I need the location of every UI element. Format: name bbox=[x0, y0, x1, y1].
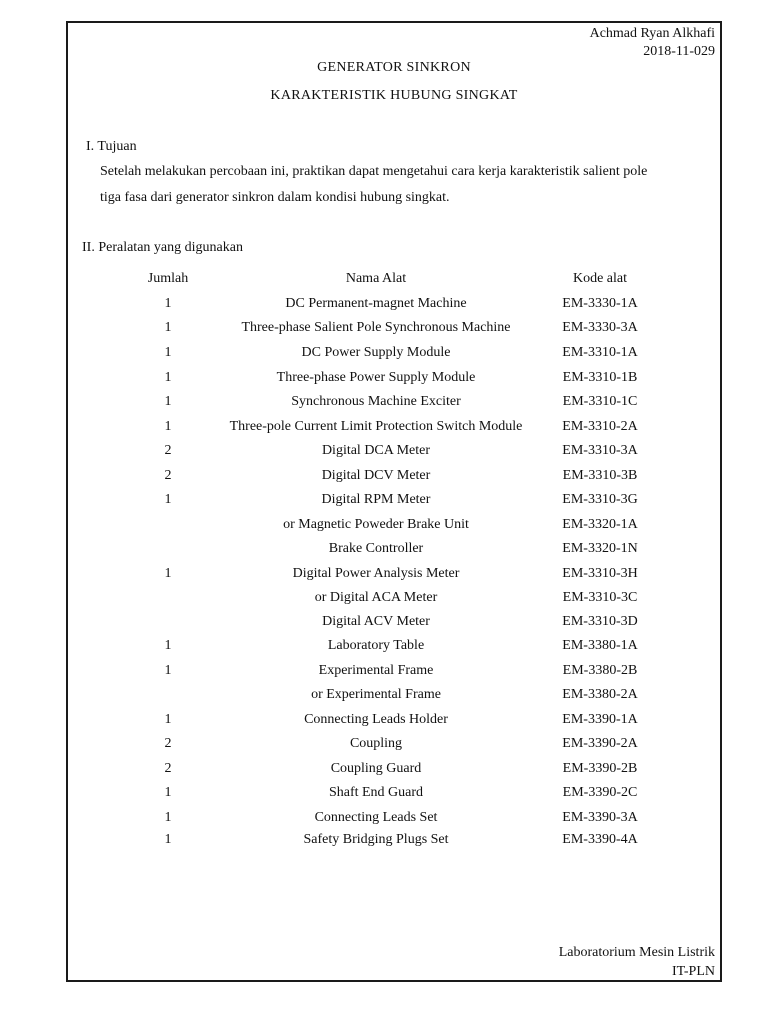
table-row bbox=[0, 368, 768, 388]
item-quantity: 1 bbox=[164, 492, 172, 507]
section-1-line-1: Setelah melakukan percobaan ini, praktikan dapat mengetahui cara kerja karakteristik salient pole bbox=[100, 164, 648, 179]
table-row bbox=[0, 636, 768, 656]
section-2-heading: II. Peralatan yang digunakan bbox=[82, 240, 243, 255]
table-row bbox=[0, 318, 768, 338]
item-code: EM-3310-3G bbox=[562, 492, 638, 507]
author-name: Achmad Ryan Alkhafi bbox=[589, 26, 715, 41]
item-name: Shaft End Guard bbox=[328, 785, 424, 800]
item-name: or Digital ACA Meter bbox=[314, 590, 438, 605]
item-quantity: 1 bbox=[164, 832, 172, 847]
header-code: Kode alat bbox=[572, 271, 628, 286]
table-row bbox=[0, 685, 768, 705]
item-name: Digital DCA Meter bbox=[321, 443, 431, 458]
table-row bbox=[0, 783, 768, 803]
item-code: EM-3330-1A bbox=[562, 296, 638, 311]
item-quantity: 1 bbox=[164, 638, 172, 653]
item-quantity: 2 bbox=[164, 468, 172, 483]
item-name: Three-phase Power Supply Module bbox=[276, 370, 476, 385]
item-code: EM-3390-2A bbox=[562, 736, 638, 751]
table-row bbox=[0, 441, 768, 461]
item-name: Experimental Frame bbox=[318, 663, 434, 678]
item-quantity: 2 bbox=[164, 736, 172, 751]
section-1-line-2: tiga fasa dari generator sinkron dalam kondisi hubung singkat. bbox=[100, 190, 450, 205]
item-quantity: 1 bbox=[164, 785, 172, 800]
item-quantity: 2 bbox=[164, 443, 172, 458]
item-code: EM-3310-1B bbox=[562, 370, 638, 385]
table-header bbox=[0, 269, 768, 289]
table-row bbox=[0, 710, 768, 730]
author-id: 2018-11-029 bbox=[643, 44, 715, 59]
table-row bbox=[0, 734, 768, 754]
item-name: Laboratory Table bbox=[327, 638, 425, 653]
table-row bbox=[0, 564, 768, 584]
item-name: Synchronous Machine Exciter bbox=[291, 394, 461, 409]
item-code: EM-3310-1A bbox=[562, 345, 638, 360]
item-quantity: 1 bbox=[164, 419, 172, 434]
item-quantity: 1 bbox=[164, 296, 172, 311]
item-code: EM-3390-1A bbox=[562, 712, 638, 727]
item-code: EM-3320-1A bbox=[562, 517, 638, 532]
author-block bbox=[590, 25, 715, 61]
table-row bbox=[0, 588, 768, 608]
item-code: EM-3330-3A bbox=[562, 320, 638, 335]
item-code: EM-3310-3H bbox=[562, 566, 638, 581]
footer-block bbox=[559, 943, 715, 981]
item-code: EM-3390-4A bbox=[562, 832, 638, 847]
item-name: Connecting Leads Holder bbox=[304, 712, 448, 727]
item-code: EM-3380-2A bbox=[562, 687, 638, 702]
footer-lab: Laboratorium Mesin Listrik bbox=[558, 945, 715, 960]
table-row bbox=[0, 612, 768, 632]
header-quantity: Jumlah bbox=[147, 271, 189, 286]
item-name: or Magnetic Poweder Brake Unit bbox=[283, 517, 469, 532]
item-code: EM-3310-3A bbox=[562, 443, 638, 458]
item-code: EM-3390-3A bbox=[562, 810, 638, 825]
item-code: EM-3310-3D bbox=[562, 614, 638, 629]
item-code: EM-3310-3C bbox=[562, 590, 638, 605]
item-name: DC Power Supply Module bbox=[301, 345, 451, 360]
item-name: Three-phase Salient Pole Synchronous Machine bbox=[241, 320, 511, 335]
item-code: EM-3310-1C bbox=[562, 394, 638, 409]
table-row bbox=[0, 830, 768, 850]
table-row bbox=[0, 343, 768, 363]
item-code: EM-3310-3B bbox=[562, 468, 638, 483]
item-name: Coupling Guard bbox=[330, 761, 422, 776]
table-row bbox=[0, 661, 768, 681]
item-code: EM-3380-2B bbox=[562, 663, 638, 678]
item-name: Brake Controller bbox=[328, 541, 424, 556]
item-code: EM-3390-2C bbox=[562, 785, 638, 800]
item-code: EM-3310-2A bbox=[562, 419, 638, 434]
item-quantity: 1 bbox=[164, 320, 172, 335]
item-quantity: 1 bbox=[164, 712, 172, 727]
item-quantity: 1 bbox=[164, 345, 172, 360]
item-quantity: 1 bbox=[164, 394, 172, 409]
header-name: Nama Alat bbox=[345, 271, 407, 286]
item-name: Safety Bridging Plugs Set bbox=[303, 832, 449, 847]
item-name: Digital ACV Meter bbox=[322, 614, 430, 629]
table-row bbox=[0, 417, 768, 437]
item-code: EM-3380-1A bbox=[562, 638, 638, 653]
table-row bbox=[0, 759, 768, 779]
table-row bbox=[0, 808, 768, 828]
footer-institution: IT-PLN bbox=[671, 964, 715, 979]
section-1-paragraph bbox=[100, 159, 714, 211]
item-name: Digital Power Analysis Meter bbox=[292, 566, 460, 581]
table-row bbox=[0, 515, 768, 535]
table-row bbox=[0, 392, 768, 412]
item-name: Coupling bbox=[349, 736, 403, 751]
item-code: EM-3320-1N bbox=[562, 541, 638, 556]
document-title: GENERATOR SINKRON bbox=[317, 60, 471, 75]
item-name: or Experimental Frame bbox=[311, 687, 441, 702]
item-quantity: 1 bbox=[164, 566, 172, 581]
item-name: DC Permanent-magnet Machine bbox=[285, 296, 467, 311]
item-name: Three-pole Current Limit Protection Switch Module bbox=[229, 419, 523, 434]
item-name: Digital RPM Meter bbox=[321, 492, 431, 507]
item-code: EM-3390-2B bbox=[562, 761, 638, 776]
table-row bbox=[0, 490, 768, 510]
item-quantity: 1 bbox=[164, 810, 172, 825]
item-name: Digital DCV Meter bbox=[321, 468, 431, 483]
item-quantity: 1 bbox=[164, 663, 172, 678]
table-row bbox=[0, 466, 768, 486]
item-quantity: 1 bbox=[164, 370, 172, 385]
item-name: Connecting Leads Set bbox=[314, 810, 438, 825]
document-subtitle: KARAKTERISTIK HUBUNG SINGKAT bbox=[270, 88, 518, 103]
item-quantity: 2 bbox=[164, 761, 172, 776]
section-1-heading: I. Tujuan bbox=[86, 139, 137, 154]
table-row bbox=[0, 294, 768, 314]
table-row bbox=[0, 539, 768, 559]
